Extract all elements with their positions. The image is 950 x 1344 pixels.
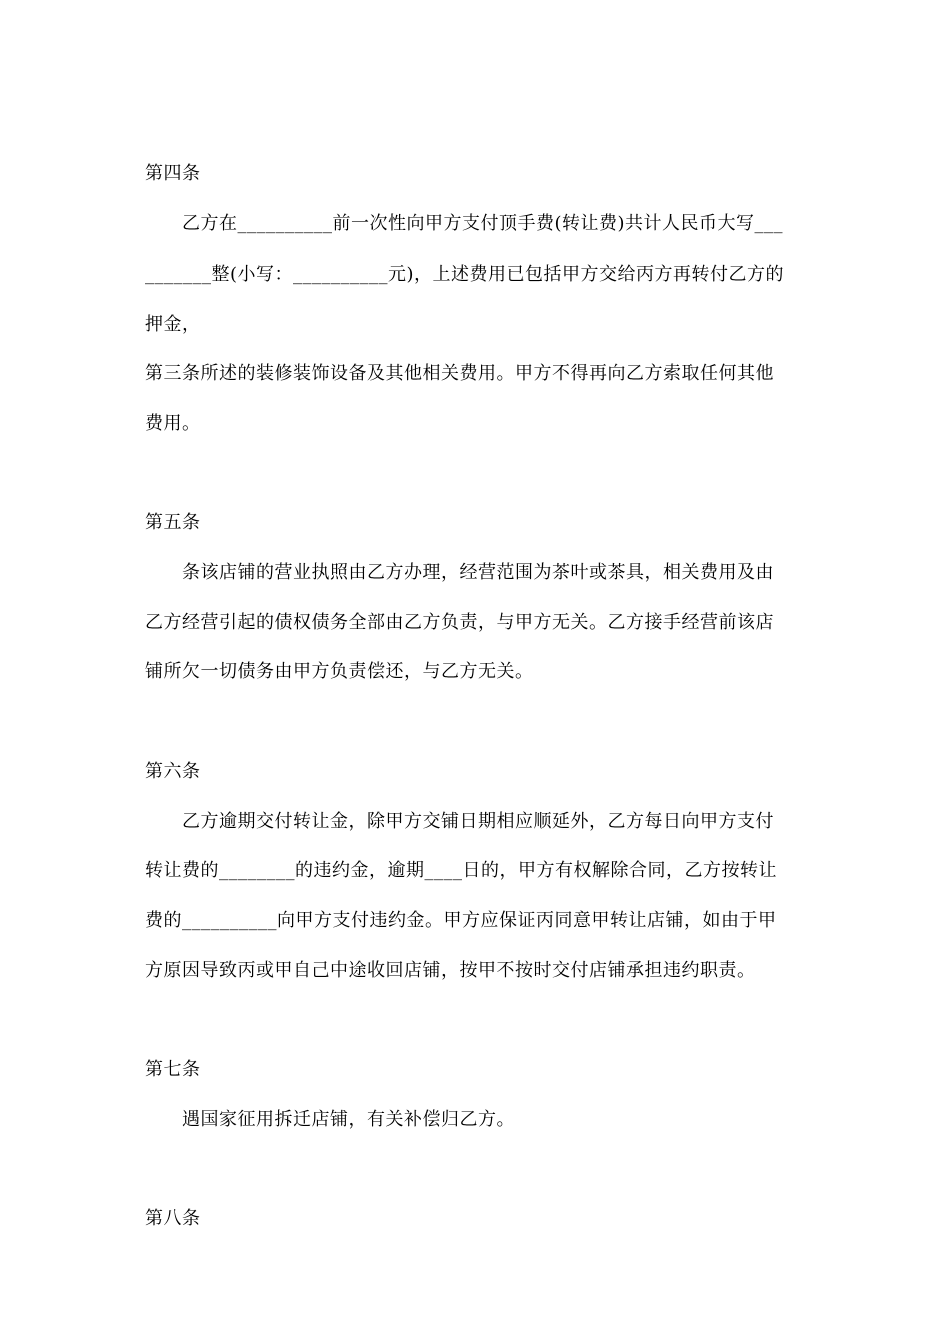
article-5-line-3: 铺所欠一切债务由甲方负责偿还，与乙方无关。 [145, 661, 534, 682]
article-8-heading: 第八条 [145, 1208, 201, 1229]
article-6-line-2: 转让费的________的违约金，逾期____日的，甲方有权解除合同，乙方按转让 [145, 860, 777, 881]
article-6-heading: 第六条 [145, 761, 201, 782]
article-4-line-2: _______整(小写：__________元)，上述费用已包括甲方交给丙方再转付乙方的 [145, 264, 785, 285]
article-6-line-1: 乙方逾期交付转让金，除甲方交铺日期相应顺延外，乙方每日向甲方支付 [182, 811, 774, 832]
article-7-line-1: 遇国家征用拆迁店铺，有关补偿归乙方。 [182, 1109, 515, 1130]
article-5-heading: 第五条 [145, 512, 201, 533]
article-4-line-5: 费用。 [145, 413, 201, 434]
article-4-heading: 第四条 [145, 163, 201, 184]
article-6-line-3: 费的__________向甲方支付违约金。甲方应保证丙同意甲转让店铺，如由于甲 [145, 910, 777, 931]
article-4-line-3: 押金， [145, 314, 201, 335]
article-5-line-2: 乙方经营引起的债权债务全部由乙方负责，与甲方无关。乙方接手经营前该店 [145, 612, 774, 633]
article-7-heading: 第七条 [145, 1059, 201, 1080]
article-4-line-1: 乙方在__________前一次性向甲方支付顶手费(转让费)共计人民币大写___ [182, 213, 784, 234]
article-6-line-4: 方原因导致丙或甲自己中途收回店铺，按甲不按时交付店铺承担违约职责。 [145, 960, 756, 981]
article-5-line-1: 条该店铺的营业执照由乙方办理，经营范围为茶叶或茶具，相关费用及由 [182, 562, 774, 583]
article-4-line-4: 第三条所述的装修装饰设备及其他相关费用。甲方不得再向乙方索取任何其他 [145, 363, 774, 384]
